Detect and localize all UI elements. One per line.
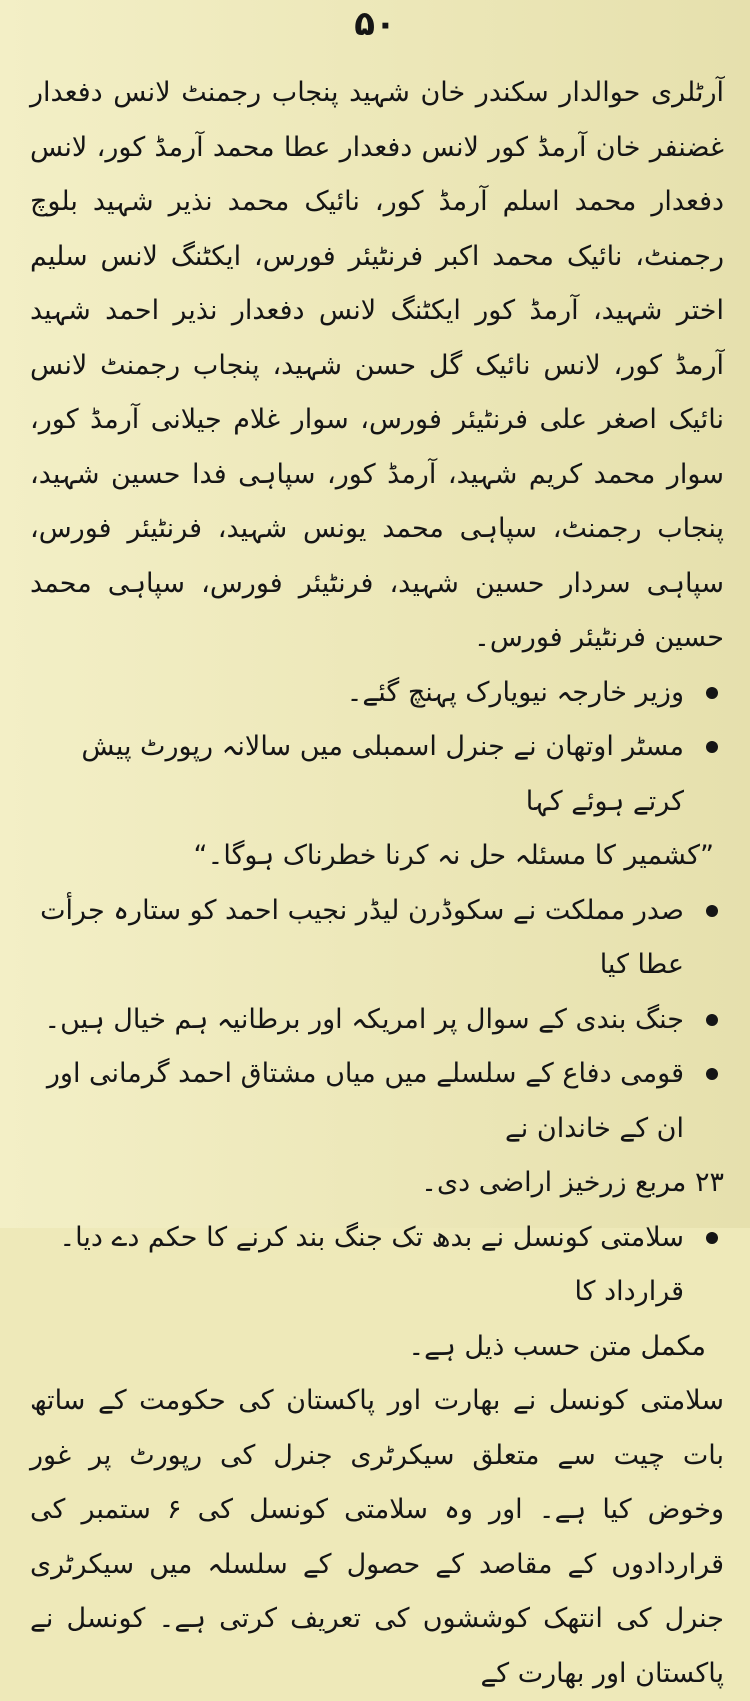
- list-item: [30, 1211, 724, 1320]
- paragraph-soldiers-list: آرٹلری حوالدار سکندر خان شہید پنجاب رجمنٹ لانس دفعدار غضنفر خان آرمڈ کور لانس دفعدار عطا محمد آرمڈ کور، لانس دفعدار محمد اسلم آرمڈ کور، نائیک محمد نذیر شہید بلوچ رجمنٹ، نائیک محمد اکبر فرنٹیئر فورس، ایکٹنگ لانس سلیم اختر شہید، آرمڈ کور ایکٹنگ لانس دفعدار نذیر احمد شہید آرمڈ کور، لانس نائیک گل حسن شہید، پنجاب رجمنٹ لانس نائیک اصغر علی فرنٹیئر فورس، سوار غلام جیلانی آرمڈ کور، سوار محمد کریم شہید، آرمڈ کور، سپاہی فدا حسین شہید، پنجاب رجمنٹ، سپاہی محمد یونس شہید، فرنٹیئر فورس، سپاہی سردار حسین شہید، فرنٹیئر فورس، سپاہی محمد حسین فرنٹیئر فورس۔: [30, 77, 724, 653]
- list-item-continuation: مکمل متن حسب ذیل ہے۔: [408, 1330, 706, 1362]
- list-item-text: جنگ بندی کے سوال پر امریکہ اور برطانیہ ہم خیال ہیں۔: [44, 1003, 684, 1035]
- list-item-text: قومی دفاع کے سلسلے میں میاں مشتاق احمد گرمانی اور ان کے خاندان نے: [46, 1058, 684, 1144]
- bullet-icon: [706, 687, 718, 699]
- bullet-icon: [706, 1014, 718, 1026]
- bullet-icon: [706, 905, 718, 917]
- page-number: ۵۰: [354, 4, 396, 44]
- bullet-icon: [706, 741, 718, 753]
- list-item: [30, 666, 724, 721]
- quote-text: ”کشمیر کا مسئلہ حل نہ کرنا خطرناک ہوگا۔“: [193, 840, 714, 871]
- list-item: [30, 884, 724, 993]
- list-item-text: صدر مملکت نے سکوڈرن لیڈر نجیب احمد کو ستارہ جرأت عطا کیا: [40, 894, 684, 980]
- list-item: [30, 993, 724, 1048]
- list-item: [30, 720, 724, 829]
- list-item-text: سلامتی کونسل نے بدھ تک جنگ بند کرنے کا حکم دے دیا۔ قرارداد کا: [59, 1221, 684, 1307]
- paragraph-resolution-text: سلامتی کونسل نے بھارت اور پاکستان کی حکومت کے ساتھ بات چیت سے متعلق سیکرٹری جنرل کی رپورٹ پر غور وخوض کیا ہے۔ اور وہ سلامتی کونسل کی ۶ ستمبر کی قراردادوں کے مقاصد کے حصول کے سلسلہ میں سیکرٹری جنرل کی انتھک کوششوں کی تعریف کرتی ہے۔ کونسل نے پاکستان اور بھارت کے: [30, 1385, 724, 1689]
- list-item-continuation: ۲۳ مربع زرخیز اراضی دی۔: [421, 1167, 724, 1198]
- list-item: [30, 1047, 724, 1156]
- list-item-text: وزیر خارجہ نیویارک پہنچ گئے۔: [346, 676, 684, 708]
- list-item-text: مسٹر اوتھان نے جنرل اسمبلی میں سالانہ رپورٹ پیش کرتے ہوئے کہا: [81, 731, 684, 817]
- bullet-icon: [706, 1232, 718, 1244]
- bullet-icon: [706, 1068, 718, 1080]
- page-content: [30, 66, 724, 1701]
